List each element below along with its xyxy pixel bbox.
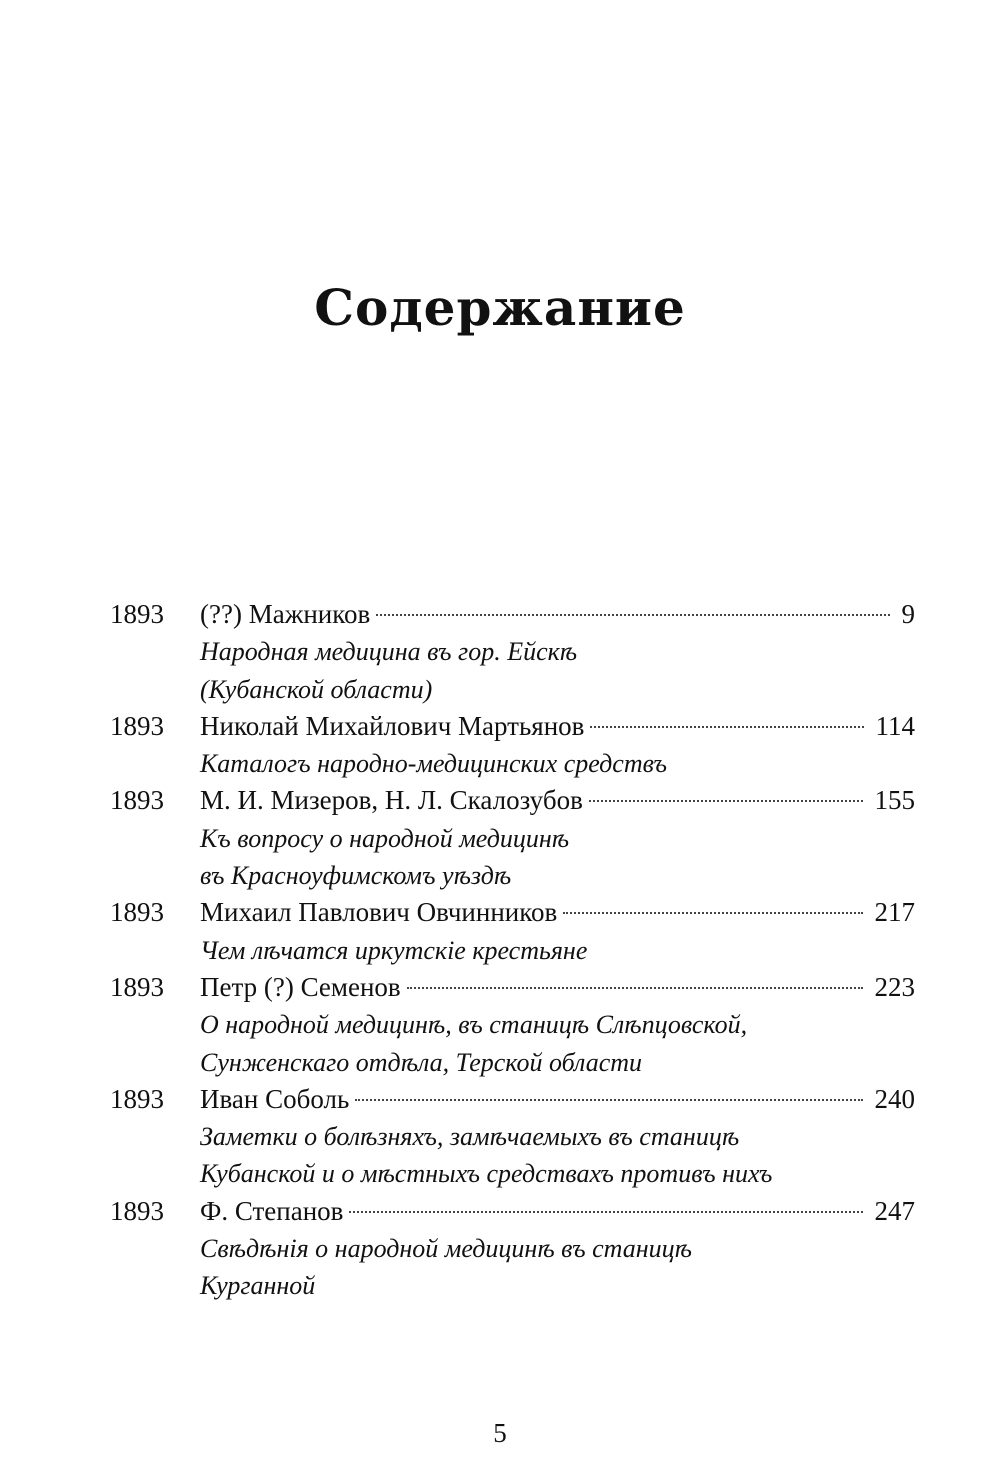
toc-entry [110, 596, 915, 708]
entry-author: Ф. Степанов [200, 1195, 344, 1226]
page-number: 5 [493, 1418, 507, 1448]
entry-title: Къ вопросу о народной медицинѣ [200, 823, 570, 853]
toc-entry [110, 1193, 915, 1305]
entry-title: Курганной [200, 1271, 316, 1301]
entry-page-number: 114 [875, 710, 915, 741]
entry-page-number: 217 [874, 897, 915, 928]
entry-author: Николай Михайлович Мартьянов [200, 710, 585, 741]
entry-page-number: 247 [874, 1195, 915, 1226]
toc-entry [110, 708, 915, 783]
dot-leader [589, 800, 863, 802]
entry-author: М. И. Мизеров, Н. Л. Скалозубов [200, 785, 583, 816]
entry-year: 1893 [110, 971, 164, 1002]
dot-leader [407, 987, 863, 989]
entry-title: Каталогъ народно-медицинских средствъ [200, 749, 668, 779]
dot-leader [563, 912, 862, 914]
entry-title: Чем лѣчатся иркутскіе крестьяне [200, 935, 588, 965]
entry-year: 1893 [110, 785, 164, 816]
entry-page-number: 223 [874, 971, 915, 1002]
entry-title: Заметки о болѣзняхъ, замѣчаемыхъ въ станицѣ [200, 1122, 740, 1152]
entry-page-number: 155 [874, 785, 915, 816]
entry-title: О народной медицинѣ, въ станицѣ Слѣпцовской, [200, 1010, 748, 1040]
entry-author: (??) Мажников [200, 599, 371, 629]
toc-entry [110, 782, 915, 894]
dot-leader [590, 726, 863, 728]
toc-entry [110, 969, 915, 1081]
dot-leader [376, 614, 889, 616]
entry-year: 1893 [110, 599, 164, 629]
dot-leader [355, 1099, 862, 1101]
entry-year: 1893 [110, 1083, 164, 1114]
entry-title: въ Красноуфимскомъ уѣздѣ [200, 861, 512, 891]
entry-year: 1893 [110, 897, 164, 928]
toc-entry [110, 894, 915, 969]
entry-title: Свѣдѣнія о народной медицинѣ въ станицѣ [200, 1234, 692, 1264]
entry-page-number: 240 [874, 1083, 915, 1114]
entry-page-number: 9 [901, 599, 915, 629]
entry-title: Кубанской и о мѣстныхъ средствахъ противъ нихъ [200, 1159, 773, 1189]
entry-title: Народная медицина въ гор. Ейскѣ [200, 637, 578, 667]
dot-leader [349, 1211, 862, 1213]
entry-year: 1893 [110, 710, 164, 741]
toc-entry [110, 1081, 915, 1193]
entry-year: 1893 [110, 1195, 164, 1226]
entry-author: Петр (?) Семенов [200, 971, 401, 1002]
entry-author: Иван Соболь [200, 1083, 350, 1114]
page-title: Содержание [314, 278, 686, 337]
entry-author: Михаил Павлович Овчинников [200, 897, 558, 928]
table-of-contents [110, 596, 915, 1305]
entry-title: Сунженскаго отдѣла, Терской области [200, 1047, 643, 1077]
entry-title: (Кубанской области) [200, 674, 433, 704]
